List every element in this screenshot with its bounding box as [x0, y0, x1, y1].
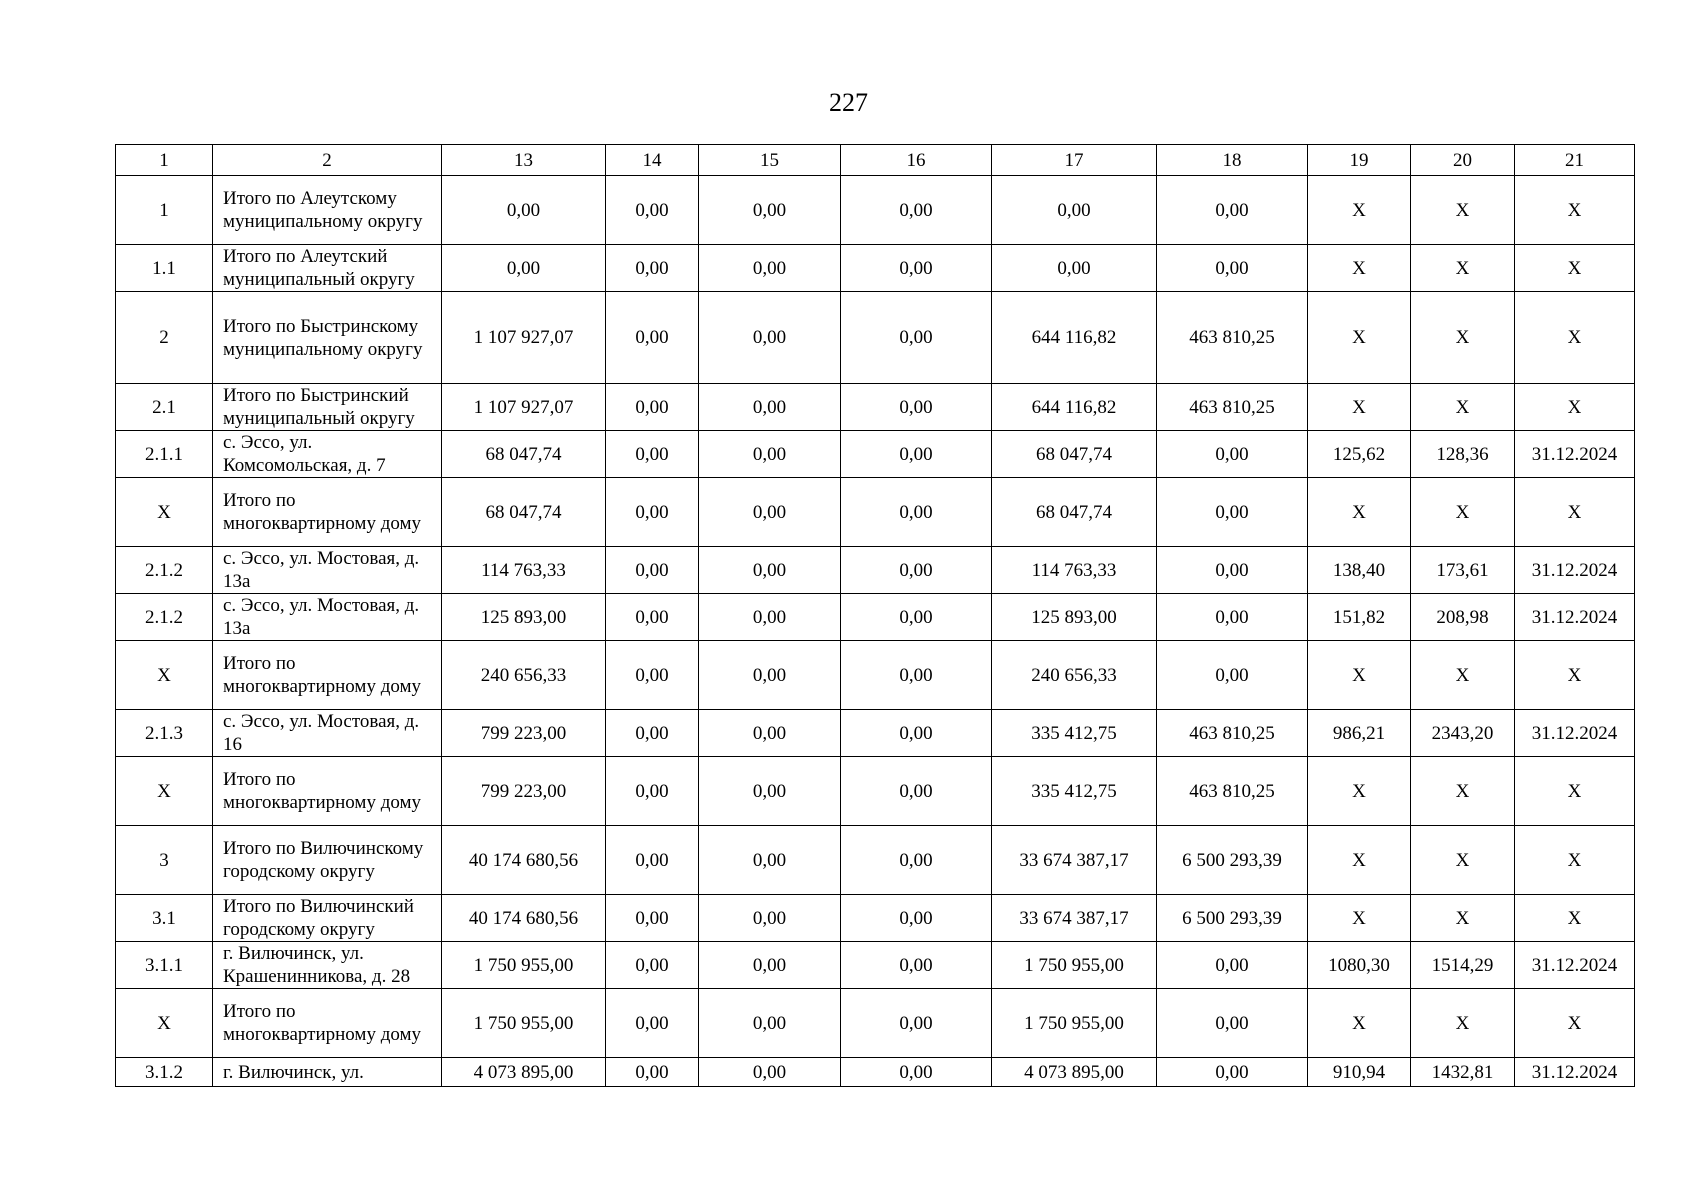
cell-col-20: X	[1411, 641, 1515, 710]
cell-col-20: 2343,20	[1411, 710, 1515, 757]
cell-col-16: 0,00	[841, 826, 992, 895]
cell-col-16: 0,00	[841, 292, 992, 384]
cell-col-18: 0,00	[1157, 1058, 1308, 1087]
cell-col-13: 799 223,00	[442, 757, 606, 826]
table-row	[116, 478, 1635, 547]
table-row	[116, 176, 1635, 245]
page-number: 227	[829, 88, 868, 117]
table-row	[116, 384, 1635, 431]
cell-col-2-name: с. Эссо, ул. Мостовая, д. 13а	[213, 547, 442, 594]
cell-col-13: 799 223,00	[442, 710, 606, 757]
cell-col-18: 0,00	[1157, 942, 1308, 989]
cell-col-1-number: 2.1.2	[116, 594, 213, 641]
data-table-container	[115, 144, 1635, 1087]
cell-col-21: X	[1515, 245, 1635, 292]
cell-col-20: X	[1411, 245, 1515, 292]
cell-col-17: 114 763,33	[992, 547, 1157, 594]
cell-col-20: X	[1411, 292, 1515, 384]
cell-col-20: X	[1411, 989, 1515, 1058]
cell-col-19: X	[1308, 895, 1411, 942]
cell-col-13: 1 750 955,00	[442, 989, 606, 1058]
cell-col-14: 0,00	[606, 757, 699, 826]
cell-col-14: 0,00	[606, 1058, 699, 1087]
cell-col-19: X	[1308, 826, 1411, 895]
cell-col-2-name: Итого по многоквартирному дому	[213, 989, 442, 1058]
cell-col-17: 644 116,82	[992, 292, 1157, 384]
cell-col-2-name: Итого по многоквартирному дому	[213, 641, 442, 710]
cell-col-14: 0,00	[606, 942, 699, 989]
cell-col-20: 128,36	[1411, 431, 1515, 478]
cell-col-13: 240 656,33	[442, 641, 606, 710]
cell-col-17: 68 047,74	[992, 431, 1157, 478]
header-cell-col-17: 17	[992, 145, 1157, 176]
cell-col-14: 0,00	[606, 710, 699, 757]
cell-col-15: 0,00	[699, 245, 841, 292]
cell-col-18: 6 500 293,39	[1157, 826, 1308, 895]
cell-col-2-name: с. Эссо, ул. Мостовая, д. 13а	[213, 594, 442, 641]
cell-col-19: X	[1308, 176, 1411, 245]
cell-col-15: 0,00	[699, 895, 841, 942]
cell-col-19: 151,82	[1308, 594, 1411, 641]
cell-col-15: 0,00	[699, 757, 841, 826]
cell-col-21: X	[1515, 895, 1635, 942]
cell-col-19: X	[1308, 641, 1411, 710]
cell-col-17: 335 412,75	[992, 757, 1157, 826]
cell-col-13: 40 174 680,56	[442, 826, 606, 895]
cell-col-17: 1 750 955,00	[992, 989, 1157, 1058]
cell-col-21: X	[1515, 384, 1635, 431]
cell-col-1-number: X	[116, 641, 213, 710]
cell-col-2-name: Итого по Вилючинский городскому округу	[213, 895, 442, 942]
cell-col-16: 0,00	[841, 989, 992, 1058]
cell-col-18: 0,00	[1157, 989, 1308, 1058]
cell-col-19: 125,62	[1308, 431, 1411, 478]
cell-col-18: 0,00	[1157, 641, 1308, 710]
cell-col-17: 4 073 895,00	[992, 1058, 1157, 1087]
header-cell-col-19: 19	[1308, 145, 1411, 176]
cell-col-18: 0,00	[1157, 245, 1308, 292]
table-row	[116, 547, 1635, 594]
cell-col-21: 31.12.2024	[1515, 1058, 1635, 1087]
cell-col-2-name: с. Эссо, ул. Комсомольская, д. 7	[213, 431, 442, 478]
cell-col-21: X	[1515, 292, 1635, 384]
cell-col-14: 0,00	[606, 431, 699, 478]
cell-col-14: 0,00	[606, 826, 699, 895]
cell-col-1-number: 3.1.1	[116, 942, 213, 989]
cell-col-1-number: 3.1	[116, 895, 213, 942]
cell-col-15: 0,00	[699, 594, 841, 641]
header-cell-col-21: 21	[1515, 145, 1635, 176]
cell-col-1-number: 3.1.2	[116, 1058, 213, 1087]
cell-col-2-name: с. Эссо, ул. Мостовая, д. 16	[213, 710, 442, 757]
cell-col-20: X	[1411, 757, 1515, 826]
cell-col-18: 6 500 293,39	[1157, 895, 1308, 942]
table-row	[116, 710, 1635, 757]
cell-col-13: 68 047,74	[442, 478, 606, 547]
cell-col-18: 0,00	[1157, 478, 1308, 547]
cell-col-13: 4 073 895,00	[442, 1058, 606, 1087]
cell-col-15: 0,00	[699, 826, 841, 895]
cell-col-13: 1 750 955,00	[442, 942, 606, 989]
cell-col-17: 335 412,75	[992, 710, 1157, 757]
cell-col-19: X	[1308, 989, 1411, 1058]
cell-col-15: 0,00	[699, 710, 841, 757]
table-row	[116, 826, 1635, 895]
cell-col-20: X	[1411, 895, 1515, 942]
cell-col-1-number: X	[116, 989, 213, 1058]
cell-col-13: 114 763,33	[442, 547, 606, 594]
cell-col-13: 40 174 680,56	[442, 895, 606, 942]
table-header-row	[116, 145, 1635, 176]
cell-col-18: 463 810,25	[1157, 292, 1308, 384]
cell-col-1-number: 2.1.2	[116, 547, 213, 594]
cell-col-21: X	[1515, 478, 1635, 547]
table-row	[116, 1058, 1635, 1087]
cell-col-19: 138,40	[1308, 547, 1411, 594]
cell-col-14: 0,00	[606, 895, 699, 942]
cell-col-18: 463 810,25	[1157, 710, 1308, 757]
cell-col-17: 1 750 955,00	[992, 942, 1157, 989]
header-cell-col-13: 13	[442, 145, 606, 176]
cell-col-14: 0,00	[606, 176, 699, 245]
cell-col-16: 0,00	[841, 710, 992, 757]
cell-col-21: X	[1515, 641, 1635, 710]
cell-col-21: X	[1515, 757, 1635, 826]
cell-col-1-number: 3	[116, 826, 213, 895]
cell-col-14: 0,00	[606, 292, 699, 384]
cell-col-13: 68 047,74	[442, 431, 606, 478]
cell-col-2-name: Итого по многоквартирному дому	[213, 757, 442, 826]
table-row	[116, 431, 1635, 478]
cell-col-15: 0,00	[699, 1058, 841, 1087]
table-row	[116, 895, 1635, 942]
cell-col-21: 31.12.2024	[1515, 594, 1635, 641]
cell-col-15: 0,00	[699, 176, 841, 245]
cell-col-14: 0,00	[606, 384, 699, 431]
cell-col-16: 0,00	[841, 176, 992, 245]
cell-col-17: 240 656,33	[992, 641, 1157, 710]
cell-col-19: X	[1308, 245, 1411, 292]
cell-col-16: 0,00	[841, 594, 992, 641]
cell-col-2-name: Итого по многоквартирному дому	[213, 478, 442, 547]
cell-col-17: 125 893,00	[992, 594, 1157, 641]
cell-col-17: 33 674 387,17	[992, 895, 1157, 942]
cell-col-20: 1514,29	[1411, 942, 1515, 989]
cell-col-1-number: X	[116, 757, 213, 826]
cell-col-19: X	[1308, 757, 1411, 826]
header-cell-col-15: 15	[699, 145, 841, 176]
cell-col-2-name: Итого по Алеутский муниципальный округу	[213, 245, 442, 292]
table-row	[116, 594, 1635, 641]
cell-col-21: X	[1515, 176, 1635, 245]
cell-col-16: 0,00	[841, 431, 992, 478]
cell-col-1-number: 2.1.1	[116, 431, 213, 478]
cell-col-15: 0,00	[699, 478, 841, 547]
cell-col-15: 0,00	[699, 292, 841, 384]
cell-col-1-number: 2.1.3	[116, 710, 213, 757]
cell-col-13: 0,00	[442, 245, 606, 292]
table-row	[116, 757, 1635, 826]
cell-col-16: 0,00	[841, 547, 992, 594]
cell-col-18: 0,00	[1157, 547, 1308, 594]
cell-col-16: 0,00	[841, 1058, 992, 1087]
cell-col-20: X	[1411, 826, 1515, 895]
cell-col-19: 986,21	[1308, 710, 1411, 757]
cell-col-1-number: 2	[116, 292, 213, 384]
cell-col-16: 0,00	[841, 942, 992, 989]
cell-col-19: 1080,30	[1308, 942, 1411, 989]
cell-col-15: 0,00	[699, 989, 841, 1058]
cell-col-20: X	[1411, 384, 1515, 431]
cell-col-21: X	[1515, 989, 1635, 1058]
cell-col-17: 68 047,74	[992, 478, 1157, 547]
cell-col-15: 0,00	[699, 547, 841, 594]
cell-col-17: 0,00	[992, 176, 1157, 245]
cell-col-13: 1 107 927,07	[442, 384, 606, 431]
cell-col-14: 0,00	[606, 989, 699, 1058]
cell-col-21: 31.12.2024	[1515, 942, 1635, 989]
cell-col-20: X	[1411, 176, 1515, 245]
cell-col-1-number: 1.1	[116, 245, 213, 292]
cell-col-16: 0,00	[841, 641, 992, 710]
header-cell-col-18: 18	[1157, 145, 1308, 176]
table-row	[116, 292, 1635, 384]
cell-col-14: 0,00	[606, 594, 699, 641]
cell-col-2-name: Итого по Быстринскому муниципальному округу	[213, 292, 442, 384]
cell-col-14: 0,00	[606, 245, 699, 292]
cell-col-13: 0,00	[442, 176, 606, 245]
cell-col-16: 0,00	[841, 245, 992, 292]
cell-col-17: 33 674 387,17	[992, 826, 1157, 895]
cell-col-18: 0,00	[1157, 594, 1308, 641]
cell-col-18: 0,00	[1157, 431, 1308, 478]
table-row	[116, 942, 1635, 989]
cell-col-2-name: Итого по Алеутскому муниципальному округу	[213, 176, 442, 245]
cell-col-19: 910,94	[1308, 1058, 1411, 1087]
header-cell-col-2-name: 2	[213, 145, 442, 176]
cell-col-2-name: г. Вилючинск, ул.	[213, 1058, 442, 1087]
cell-col-21: 31.12.2024	[1515, 547, 1635, 594]
cell-col-18: 0,00	[1157, 176, 1308, 245]
cell-col-16: 0,00	[841, 478, 992, 547]
cell-col-1-number: 1	[116, 176, 213, 245]
cell-col-20: 1432,81	[1411, 1058, 1515, 1087]
cell-col-16: 0,00	[841, 757, 992, 826]
data-table	[115, 144, 1635, 1087]
cell-col-20: 208,98	[1411, 594, 1515, 641]
cell-col-2-name: Итого по Вилючинскому городскому округу	[213, 826, 442, 895]
header-cell-col-1-number: 1	[116, 145, 213, 176]
header-cell-col-20: 20	[1411, 145, 1515, 176]
cell-col-20: X	[1411, 478, 1515, 547]
cell-col-2-name: Итого по Быстринский муниципальный округу	[213, 384, 442, 431]
table-row	[116, 641, 1635, 710]
cell-col-14: 0,00	[606, 641, 699, 710]
cell-col-2-name: г. Вилючинск, ул. Крашенинникова, д. 28	[213, 942, 442, 989]
cell-col-15: 0,00	[699, 384, 841, 431]
cell-col-20: 173,61	[1411, 547, 1515, 594]
cell-col-14: 0,00	[606, 547, 699, 594]
cell-col-21: 31.12.2024	[1515, 710, 1635, 757]
header-cell-col-14: 14	[606, 145, 699, 176]
table-body	[116, 145, 1635, 1087]
cell-col-19: X	[1308, 478, 1411, 547]
cell-col-21: 31.12.2024	[1515, 431, 1635, 478]
cell-col-16: 0,00	[841, 384, 992, 431]
cell-col-1-number: 2.1	[116, 384, 213, 431]
cell-col-15: 0,00	[699, 942, 841, 989]
table-row	[116, 245, 1635, 292]
cell-col-21: X	[1515, 826, 1635, 895]
cell-col-19: X	[1308, 384, 1411, 431]
cell-col-13: 1 107 927,07	[442, 292, 606, 384]
cell-col-1-number: X	[116, 478, 213, 547]
header-cell-col-16: 16	[841, 145, 992, 176]
cell-col-18: 463 810,25	[1157, 757, 1308, 826]
cell-col-15: 0,00	[699, 431, 841, 478]
cell-col-14: 0,00	[606, 478, 699, 547]
cell-col-15: 0,00	[699, 641, 841, 710]
cell-col-13: 125 893,00	[442, 594, 606, 641]
cell-col-17: 644 116,82	[992, 384, 1157, 431]
table-row	[116, 989, 1635, 1058]
cell-col-16: 0,00	[841, 895, 992, 942]
cell-col-19: X	[1308, 292, 1411, 384]
cell-col-17: 0,00	[992, 245, 1157, 292]
cell-col-18: 463 810,25	[1157, 384, 1308, 431]
